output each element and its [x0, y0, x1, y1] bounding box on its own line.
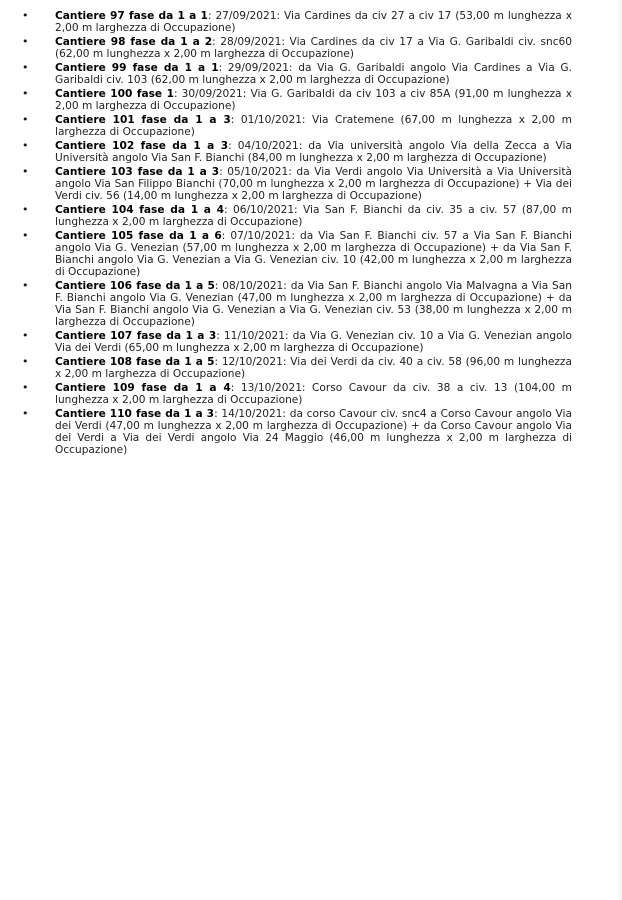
item-text: : 30/09/2021: Via G. Garibaldi da civ 103 a civ 85A (91,00 m lunghezza x 2,00 m larghezza di Occupazione) [55, 88, 572, 112]
item-heading: Cantiere 97 fase da 1 a 1 [55, 10, 208, 22]
item-heading: Cantiere 102 fase da 1 a 3 [55, 140, 229, 152]
item-text: : 05/10/2021: da Via Verdi angolo Via Università a Via Università angolo Via San Filippo Bianchi (70,00 m lunghezza x 2,00 m larghezza di Occupazione) + Via dei Verdi civ. 56 (14,00 m lunghezza x 2,00 m larghezza di Occupazione) [55, 166, 572, 202]
bullet-icon: • [22, 61, 29, 74]
item-text: : 12/10/2021: Via dei Verdi da civ. 40 a civ. 58 (96,00 m lunghezza x 2,00 m larghezza di Occupazione) [55, 356, 572, 380]
bullet-icon: • [22, 381, 29, 394]
bullet-icon: • [22, 329, 29, 342]
item-heading: Cantiere 103 fase da 1 a 3 [55, 166, 220, 178]
list-item [0, 10, 622, 34]
item-heading: Cantiere 104 fase da 1 a 4 [55, 204, 225, 216]
item-text: : 06/10/2021: Via San F. Bianchi da civ. 35 a civ. 57 (87,00 m lunghezza x 2,00 m larghezza di Occupazione) [55, 204, 572, 228]
item-text: : 07/10/2021: da Via San F. Bianchi civ. 57 a Via San F. Bianchi angolo Via G. Venezian (57,00 m lunghezza x 2,00 m larghezza di Occupazione) + da Via San F. Bianchi angolo Via G. Venezian a Via G. Venezian civ. 10 (42,00 m lunghezza x 2,00 m larghezza di Occupazione) [55, 230, 572, 278]
list-item [0, 356, 622, 380]
bullet-icon: • [22, 9, 29, 22]
page-edge-shadow [616, 0, 622, 900]
item-text: : 04/10/2021: da Via università angolo Via della Zecca a Via Università angolo Via San F. Bianchi (84,00 m lunghezza x 2,00 m larghezza di Occupazione) [55, 140, 572, 164]
list-item [0, 382, 622, 406]
item-heading: Cantiere 99 fase da 1 a 1 [55, 62, 219, 74]
item-heading: Cantiere 109 fase da 1 a 4 [55, 382, 231, 394]
item-heading: Cantiere 98 fase da 1 a 2 [55, 36, 213, 48]
bullet-icon: • [22, 139, 29, 152]
bullet-icon: • [22, 355, 29, 368]
list-item [0, 204, 622, 228]
item-heading: Cantiere 106 fase da 1 a 5 [55, 280, 215, 292]
item-text: : 08/10/2021: da Via San F. Bianchi angolo Via Malvagna a Via San F. Bianchi angolo Via G. Venezian (47,00 m lunghezza x 2,00 m larghezza di Occupazione) + da Via San F. Bianchi angolo Via G. Venezian a Via G. Venezian civ. 53 (38,00 m lunghezza x 2,00 m larghezza di Occupazione) [55, 280, 572, 328]
item-heading: Cantiere 105 fase da 1 a 6 [55, 230, 222, 242]
list-item [0, 114, 622, 138]
item-text: : 28/09/2021: Via Cardines da civ 17 a Via G. Garibaldi civ. snc60 (62,00 m lunghezza x 2,00 m larghezza di Occupazione) [55, 36, 573, 60]
list-item [0, 330, 622, 354]
item-heading: Cantiere 101 fase da 1 a 3 [55, 114, 231, 126]
bullet-icon: • [22, 113, 29, 126]
item-text: : 27/09/2021: Via Cardines da civ 27 a civ 17 (53,00 m lunghezza x 2,00 m larghezza di Occupazione) [55, 10, 573, 34]
list-item [0, 230, 622, 278]
list-item [0, 408, 622, 456]
item-text: : 13/10/2021: Corso Cavour da civ. 38 a civ. 13 (104,00 m lunghezza x 2,00 m larghezza di Occupazione) [55, 382, 572, 406]
item-heading: Cantiere 107 fase da 1 a 3 [55, 330, 217, 342]
list-item [0, 36, 622, 60]
list-item [0, 140, 622, 164]
bullet-icon: • [22, 229, 29, 242]
item-heading: Cantiere 100 fase 1 [55, 88, 174, 100]
list-item [0, 166, 622, 202]
item-text: : 29/09/2021: da Via G. Garibaldi angolo Via Cardines a Via G. Garibaldi civ. 103 (62,00 m lunghezza x 2,00 m larghezza di Occupazione) [55, 62, 573, 86]
item-text: : 14/10/2021: da corso Cavour civ. snc4 a Corso Cavour angolo Via dei Verdi (47,00 m lunghezza x 2,00 m larghezza di Occupazione) + da Corso Cavour angolo Via dei Verdi a Via dei Verdi angolo Via 24 Maggio (46,00 m lunghezza x 2,00 m larghezza di Occupazione) [55, 408, 572, 456]
item-heading: Cantiere 110 fase da 1 a 3 [55, 408, 215, 420]
bullet-icon: • [22, 407, 29, 420]
bullet-icon: • [22, 35, 29, 48]
list-item [0, 88, 622, 112]
list-item [0, 280, 622, 328]
worksite-list [0, 10, 622, 458]
item-text: : 01/10/2021: Via Cratemene (67,00 m lunghezza x 2,00 m larghezza di Occupazione) [55, 114, 572, 138]
item-heading: Cantiere 108 fase da 1 a 5 [55, 356, 215, 368]
bullet-icon: • [22, 87, 29, 100]
bullet-icon: • [22, 165, 29, 178]
bullet-icon: • [22, 279, 29, 292]
bullet-icon: • [22, 203, 29, 216]
item-text: : 11/10/2021: da Via G. Venezian civ. 10 a Via G. Venezian angolo Via dei Verdi (65,00 m lunghezza x 2,00 m larghezza di Occupazione) [55, 330, 572, 354]
list-item [0, 62, 622, 86]
